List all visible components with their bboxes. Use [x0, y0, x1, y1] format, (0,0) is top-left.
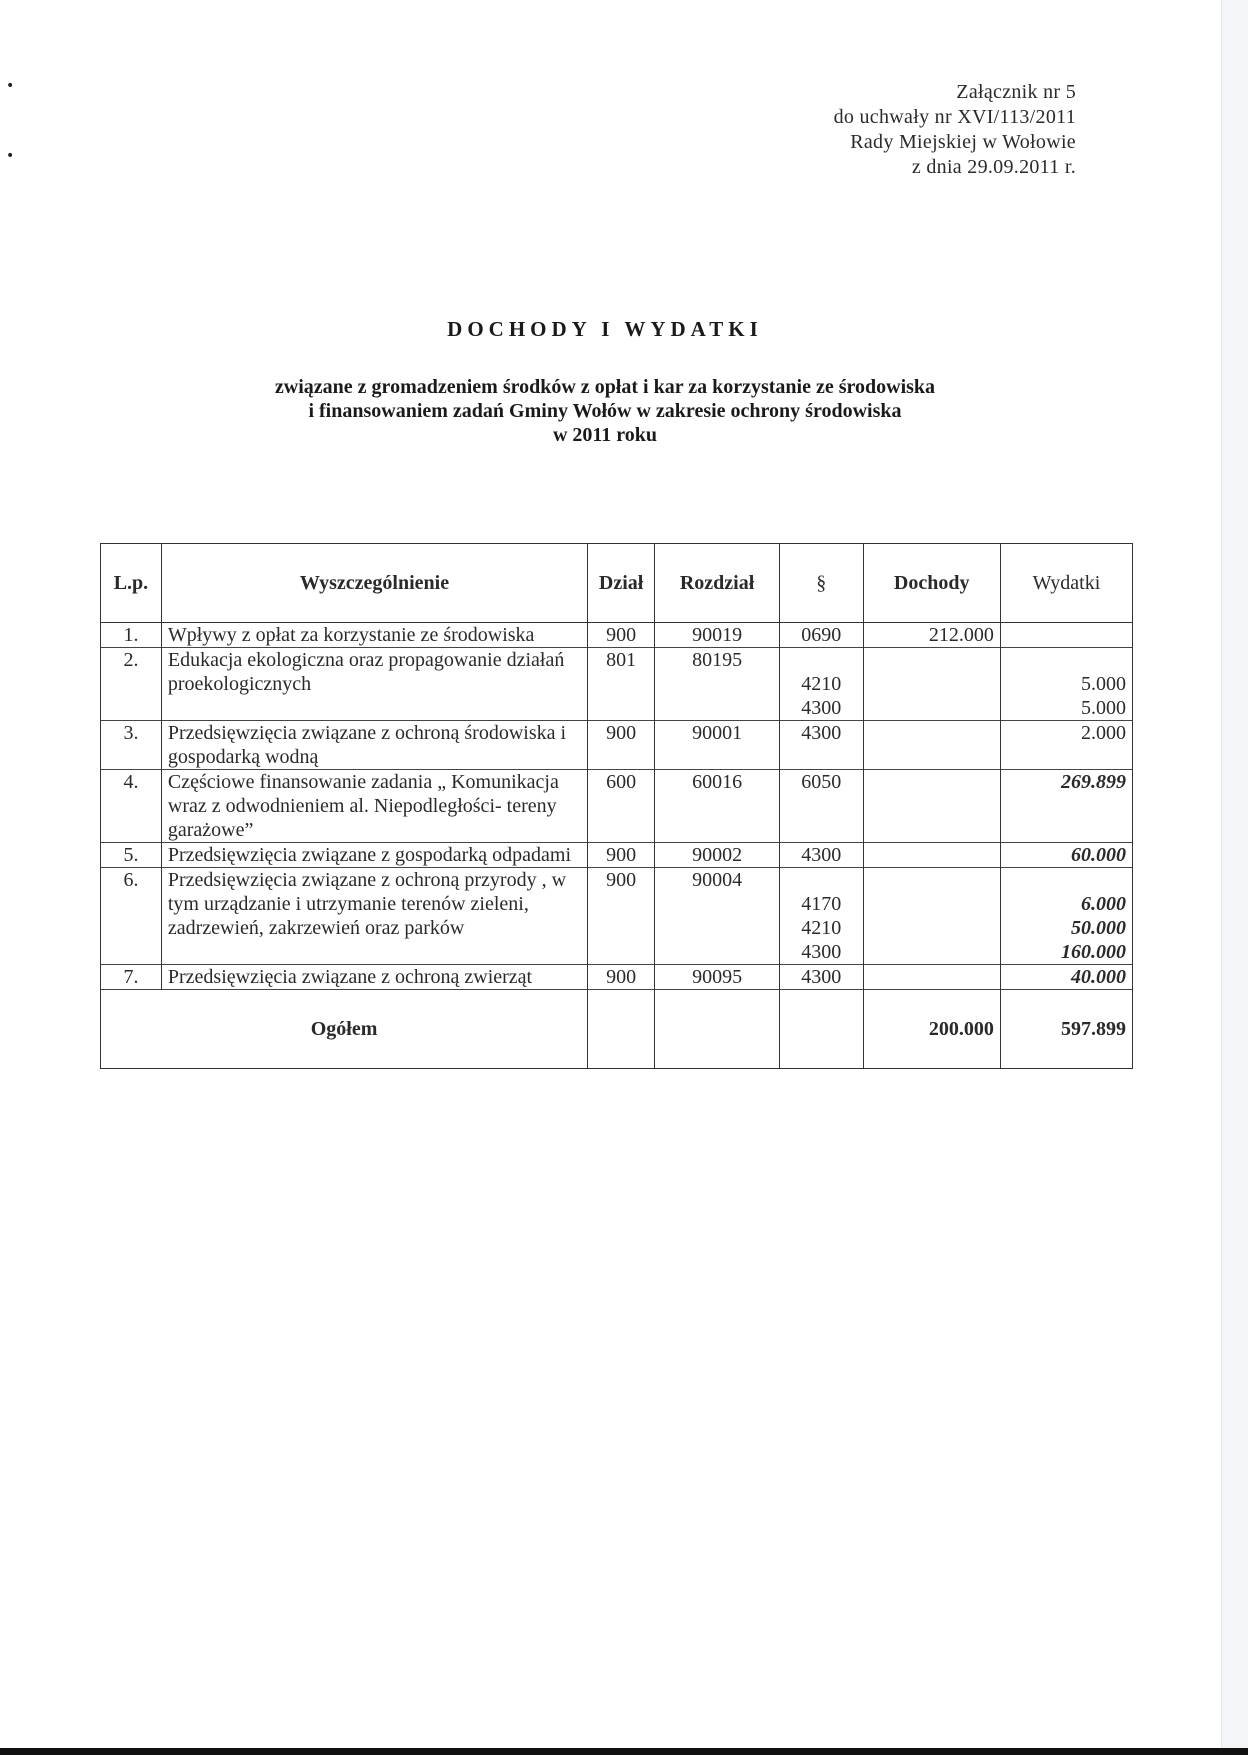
- header-dochody: Dochody: [863, 544, 1000, 623]
- total-row: [101, 990, 1133, 1069]
- document-subtitle: [0, 375, 1210, 447]
- table-row: [101, 965, 1133, 990]
- row-rozdzial: 90004: [655, 868, 780, 965]
- total-label: Ogółem: [101, 990, 588, 1069]
- total-wydatki: 597.899: [1000, 990, 1132, 1069]
- row-wydatki: 60.000: [1000, 843, 1132, 868]
- paragraf-value: 4210: [801, 917, 842, 939]
- row-lp: 6.: [101, 868, 162, 965]
- budget-table: [100, 543, 1133, 1069]
- header-dzial: Dział: [588, 544, 655, 623]
- row-dochody: [863, 868, 1000, 965]
- row-rozdzial: 90002: [655, 843, 780, 868]
- row-dochody: [863, 770, 1000, 843]
- row-description: Przedsięwzięcia związane z ochroną przyrody , w tym urządzanie i utrzymanie terenów zieleni, zadrzewień, zakrzewień oraz parków: [161, 868, 587, 965]
- row-paragraf: 4300: [780, 843, 864, 868]
- row-rozdzial: 80195: [655, 648, 780, 721]
- wydatki-value: 6.000: [1081, 893, 1126, 915]
- row-lp: 7.: [101, 965, 162, 990]
- row-lp: 4.: [101, 770, 162, 843]
- row-wydatki: 269.899: [1000, 770, 1132, 843]
- row-dzial: 900: [588, 965, 655, 990]
- row-dochody: [863, 721, 1000, 770]
- row-wydatki: [1000, 648, 1132, 721]
- scan-speck: •: [6, 78, 15, 94]
- row-wydatki: 40.000: [1000, 965, 1132, 990]
- row-dochody: [863, 648, 1000, 721]
- table-row: [101, 843, 1133, 868]
- row-paragraf: 4300: [780, 721, 864, 770]
- subtitle-line: związane z gromadzeniem środków z opłat i kar za korzystanie ze środowiska: [274, 376, 936, 398]
- row-paragraf: 0690: [780, 623, 864, 648]
- row-dzial: 900: [588, 843, 655, 868]
- header-description: Wyszczególnienie: [161, 544, 587, 623]
- paragraf-value: 4210: [801, 673, 842, 695]
- header-rozdzial: Rozdział: [655, 544, 780, 623]
- total-dochody: 200.000: [863, 990, 1000, 1069]
- row-paragraf: 6050: [780, 770, 864, 843]
- annex-header: [834, 80, 1076, 180]
- row-dzial: 900: [588, 623, 655, 648]
- row-lp: 1.: [101, 623, 162, 648]
- table-row: [101, 648, 1133, 721]
- paragraf-value: 4170: [801, 893, 842, 915]
- scan-bottom-edge: [0, 1748, 1248, 1755]
- total-rozdzial: [655, 990, 780, 1069]
- row-description: Przedsięwzięcia związane z ochroną zwierząt: [161, 965, 587, 990]
- annex-number: Załącznik nr 5: [956, 81, 1076, 103]
- paragraf-value: 4300: [801, 941, 842, 963]
- wydatki-value: 5.000: [1081, 673, 1126, 695]
- row-paragraf: [780, 868, 864, 965]
- row-description: Edukacja ekologiczna oraz propagowanie działań proekologicznych: [161, 648, 587, 721]
- table-row: [101, 623, 1133, 648]
- row-dochody: [863, 843, 1000, 868]
- table-row: [101, 868, 1133, 965]
- annex-date: z dnia 29.09.2011 r.: [911, 156, 1076, 178]
- row-rozdzial: 60016: [655, 770, 780, 843]
- row-lp: 2.: [101, 648, 162, 721]
- row-description: Przedsięwzięcia związane z gospodarką odpadami: [161, 843, 587, 868]
- row-dochody: [863, 965, 1000, 990]
- wydatki-value: 50.000: [1071, 917, 1126, 939]
- annex-resolution: do uchwały nr XVI/113/2011: [833, 106, 1076, 128]
- wydatki-value: 5.000: [1081, 697, 1126, 719]
- document-title: DOCHODY I WYDATKI: [447, 317, 763, 341]
- table-header-row: [101, 544, 1133, 623]
- row-paragraf: 4300: [780, 965, 864, 990]
- scan-edge: [1221, 0, 1248, 1755]
- row-rozdzial: 90001: [655, 721, 780, 770]
- row-description: Przedsięwzięcia związane z ochroną środowiska i gospodarką wodną: [161, 721, 587, 770]
- row-paragraf: [780, 648, 864, 721]
- subtitle-line: w 2011 roku: [552, 424, 658, 446]
- wydatki-value: 160.000: [1061, 941, 1126, 963]
- paragraf-value: 4300: [801, 697, 842, 719]
- row-dochody: 212.000: [863, 623, 1000, 648]
- annex-council: Rady Miejskiej w Wołowie: [850, 131, 1076, 153]
- row-wydatki: [1000, 868, 1132, 965]
- total-paragraf: [780, 990, 864, 1069]
- row-wydatki: 2.000: [1000, 721, 1132, 770]
- header-wydatki: Wydatki: [1000, 544, 1132, 623]
- row-dzial: 801: [588, 648, 655, 721]
- scan-speck: •: [6, 148, 15, 164]
- total-dzial: [588, 990, 655, 1069]
- row-rozdzial: 90095: [655, 965, 780, 990]
- header-lp: L.p.: [101, 544, 162, 623]
- row-dzial: 900: [588, 721, 655, 770]
- row-description: Wpływy z opłat za korzystanie ze środowiska: [161, 623, 587, 648]
- table-row: [101, 770, 1133, 843]
- table-row: [101, 721, 1133, 770]
- row-lp: 3.: [101, 721, 162, 770]
- row-lp: 5.: [101, 843, 162, 868]
- header-paragraf: §: [780, 544, 864, 623]
- row-description: Częściowe finansowanie zadania „ Komunikacja wraz z odwodnieniem al. Niepodległości- tereny garażowe”: [161, 770, 587, 843]
- row-dzial: 600: [588, 770, 655, 843]
- row-wydatki: [1000, 623, 1132, 648]
- row-rozdzial: 90019: [655, 623, 780, 648]
- row-dzial: 900: [588, 868, 655, 965]
- subtitle-line: i finansowaniem zadań Gminy Wołów w zakresie ochrony środowiska: [308, 400, 902, 422]
